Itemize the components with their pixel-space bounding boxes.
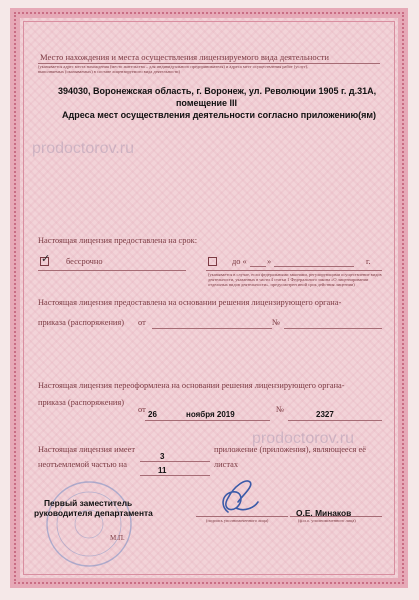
appendix-line-1b: приложение (приложения), являющееся её [214, 445, 366, 454]
signer-name: О.Е. Минаков [296, 508, 352, 518]
term-until-prefix: до « [232, 257, 247, 266]
appendix-line-2a: неотъемлемой частью на [38, 460, 127, 469]
appendix-count: 3 [160, 452, 165, 461]
handwritten-signature-icon [208, 472, 268, 522]
reissue-month-year: ноября 2019 [186, 410, 235, 419]
reissue-line-2: приказа (распоряжения) [38, 398, 125, 407]
name-caption: (ф.и.о. уполномоченного лица) [298, 518, 356, 523]
reissue-number-sign: № [276, 405, 284, 414]
basis-line-1: Настоящая лицензия предоставлена на основании решения лицензирующего органа- [38, 298, 342, 307]
watermark-top: prodoctorov.ru [32, 140, 134, 157]
term-label: Настоящая лицензия предоставлена на срок: [38, 236, 198, 245]
header-title: Место нахождения и места осуществления лицензируемого вида деятельности [40, 52, 330, 62]
term-until-mid: » [267, 257, 272, 266]
appendix-line-1a: Настоящая лицензия имеет [38, 445, 135, 454]
header-subtitle-2: выполняемых (оказываемых) в составе лицензируемого вида деятельности) [38, 69, 180, 74]
appendix-sheets: 11 [158, 466, 167, 475]
signature-caption: (подпись уполномоченного лица) [206, 518, 269, 523]
address-line-2: помещение III [176, 98, 238, 108]
signer-title-1: Первый заместитель [44, 498, 133, 508]
seal-mark: М.П. [110, 534, 125, 542]
term-until-year: г. [366, 257, 371, 266]
appendix-line-2b: листах [214, 460, 239, 469]
reissue-day: 26 [148, 410, 157, 419]
address-line-3: Адреса мест осуществления деятельности согласно приложению(ям) [62, 110, 377, 120]
signer-title-2: руководителя департамента [34, 508, 153, 518]
address-line-1: 394030, Воронежская область, г. Воронеж, ул. Революции 1905 г. д.31А, [58, 86, 377, 96]
reissue-line-1: Настоящая лицензия переоформлена на основании решения лицензирующего органа- [38, 381, 345, 390]
checkbox-until [208, 257, 217, 266]
checkmark-icon: ✓ [41, 252, 51, 265]
basis-line-2: приказа (распоряжения) [38, 318, 125, 327]
reissue-from: от [138, 405, 146, 414]
term-unlimited: бессрочно [66, 257, 103, 266]
basis-from: от [138, 318, 146, 327]
watermark-bottom: prodoctorov.ru [252, 430, 354, 447]
basis-number: № [272, 318, 280, 327]
header-subtitle-1: (указывается адрес места нахождения (место жительства – для индивидуального предпринимателя) и адреса мест осуществления работ (услуг), [38, 64, 309, 69]
term-note: (указывается в случае, если федеральными законами, регулирующими осуществление видов деятельности, указанных в части 4 статьи 1 Федерального закона «О лицензировании отдельных видов деятельности», предусмотрен иной срок действия лицензии) [208, 272, 382, 288]
reissue-number: 2327 [316, 410, 334, 419]
official-seal-stamp [34, 474, 144, 574]
